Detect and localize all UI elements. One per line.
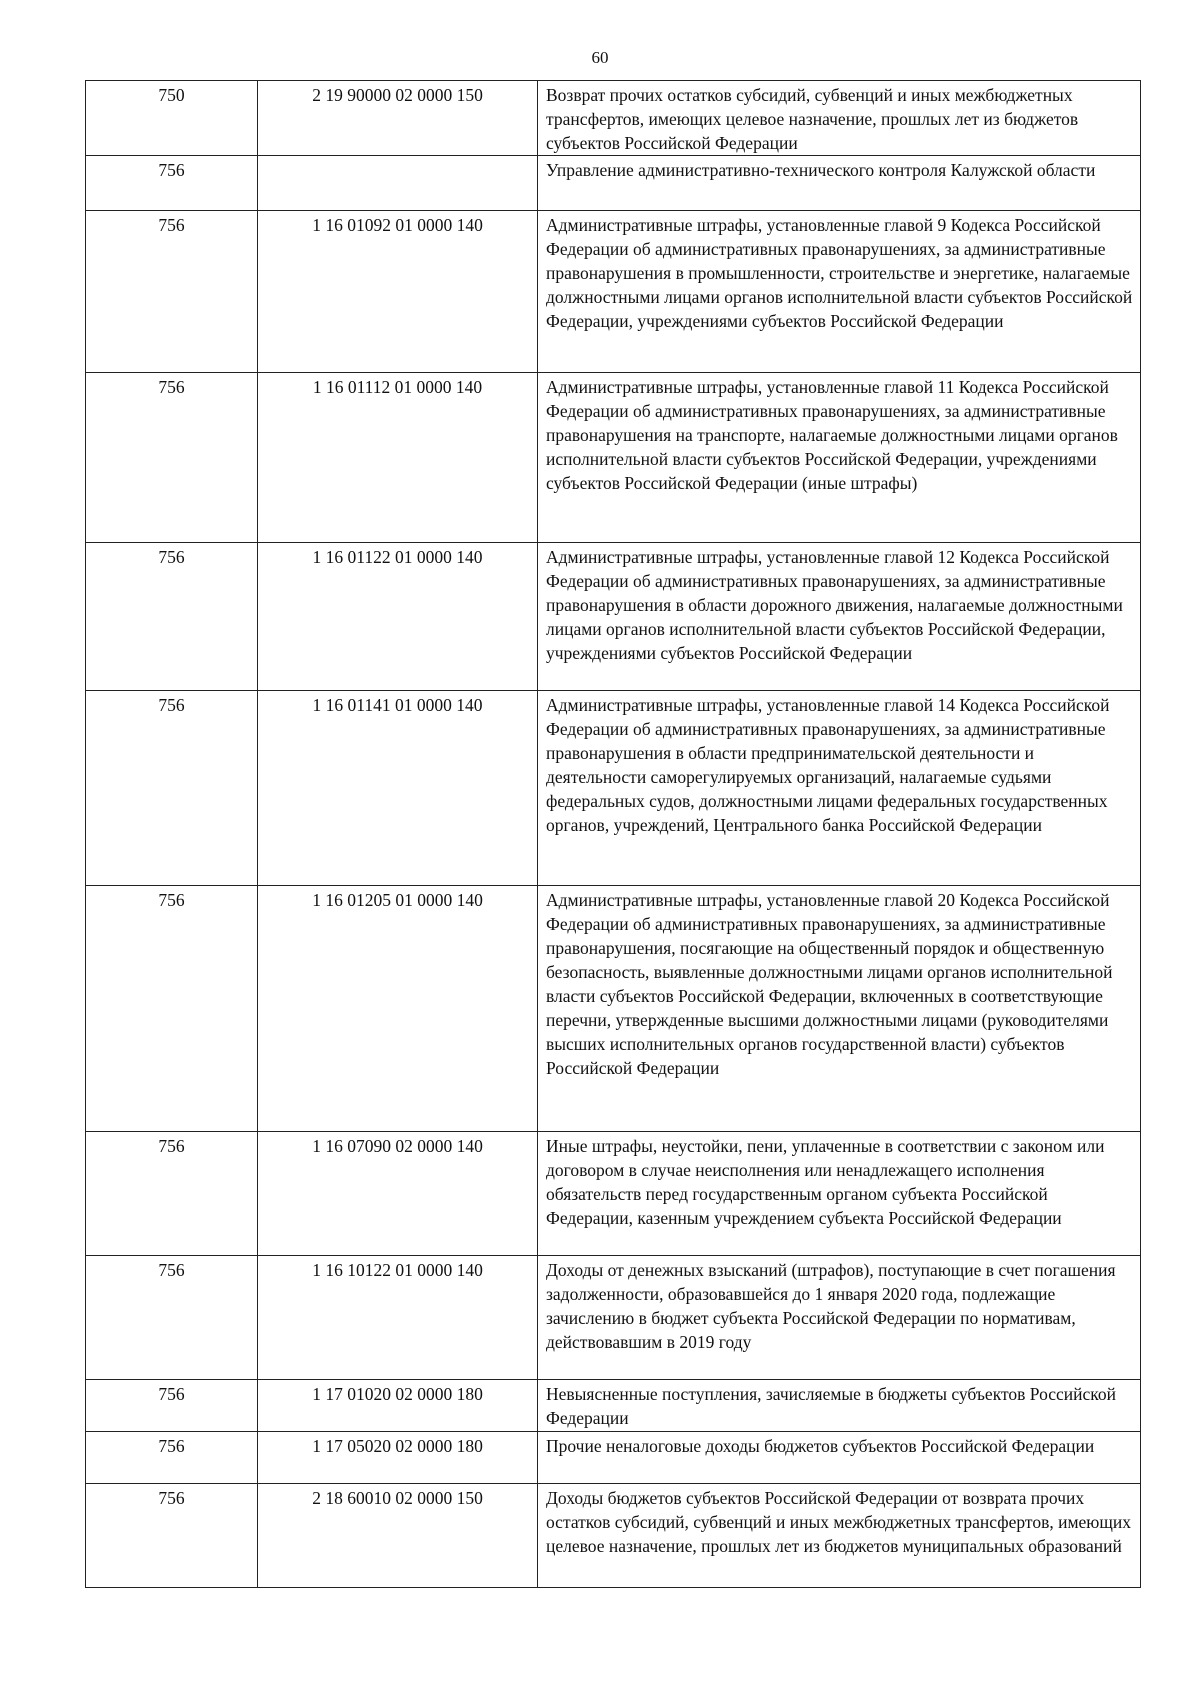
income-code-cell: 1 16 07090 02 0000 140 — [258, 1132, 538, 1256]
income-code-cell: 1 16 01112 01 0000 140 — [258, 373, 538, 543]
table-body — [86, 81, 1141, 1588]
admin-code-cell: 756 — [86, 211, 258, 373]
income-code-cell: 2 18 60010 02 0000 150 — [258, 1484, 538, 1588]
description-cell: Управление административно-технического контроля Калужской области — [538, 156, 1141, 211]
table-row — [86, 1132, 1141, 1256]
description-cell: Прочие неналоговые доходы бюджетов субъектов Российской Федерации — [538, 1432, 1141, 1484]
admin-code-cell: 756 — [86, 1256, 258, 1380]
table-row — [86, 1256, 1141, 1380]
admin-code-cell: 756 — [86, 1380, 258, 1432]
table-row — [86, 81, 1141, 156]
admin-code-cell: 756 — [86, 691, 258, 886]
table-row — [86, 886, 1141, 1132]
admin-code-cell: 756 — [86, 543, 258, 691]
income-code-cell — [258, 156, 538, 211]
table-row — [86, 543, 1141, 691]
admin-code-cell: 756 — [86, 1484, 258, 1588]
description-cell: Доходы от денежных взысканий (штрафов), поступающие в счет погашения задолженности, образовавшейся до 1 января 2020 года, подлежащие зачислению в бюджет субъекта Российской Федерации по нормативам, действовавшим в 2019 году — [538, 1256, 1141, 1380]
table-row — [86, 1380, 1141, 1432]
table-row — [86, 373, 1141, 543]
income-code-cell: 1 16 01205 01 0000 140 — [258, 886, 538, 1132]
description-cell: Невыясненные поступления, зачисляемые в бюджеты субъектов Российской Федерации — [538, 1380, 1141, 1432]
budget-income-table — [85, 80, 1141, 1588]
income-code-cell: 1 17 05020 02 0000 180 — [258, 1432, 538, 1484]
description-cell: Административные штрафы, установленные главой 20 Кодекса Российской Федерации об административных правонарушениях, за административные правонарушения, посягающие на общественный порядок и общественную безопасность, выявленные должностными лицами органов исполнительной власти субъектов Российской Федерации, включенных в соответствующие перечни, утвержденные высшими должностными лицами (руководителями высших исполнительных органов государственной власти) субъектов Российской Федерации — [538, 886, 1141, 1132]
table-row — [86, 1432, 1141, 1484]
page-number: 60 — [591, 48, 609, 67]
table-row — [86, 691, 1141, 886]
admin-code-cell: 756 — [86, 886, 258, 1132]
income-code-cell: 1 16 01122 01 0000 140 — [258, 543, 538, 691]
table-row — [86, 1484, 1141, 1588]
income-code-cell: 2 19 90000 02 0000 150 — [258, 81, 538, 156]
description-cell: Административные штрафы, установленные главой 14 Кодекса Российской Федерации об административных правонарушениях, за административные правонарушения в области предпринимательской деятельности и деятельности саморегулируемых организаций, налагаемые судьями федеральных судов, должностными лицами федеральных государственных органов, учреждений, Центрального банка Российской Федерации — [538, 691, 1141, 886]
description-cell: Административные штрафы, установленные главой 9 Кодекса Российской Федерации об административных правонарушениях, за административные правонарушения в промышленности, строительстве и энергетике, налагаемые должностными лицами органов исполнительной власти субъектов Российской Федерации, учреждениями субъектов Российской Федерации — [538, 211, 1141, 373]
description-cell: Иные штрафы, неустойки, пени, уплаченные в соответствии с законом или договором в случае неисполнения или ненадлежащего исполнения обязательств перед государственным органом субъекта Российской Федерации, казенным учреждением субъекта Российской Федерации — [538, 1132, 1141, 1256]
table-row — [86, 211, 1141, 373]
admin-code-cell: 750 — [86, 81, 258, 156]
description-cell: Административные штрафы, установленные главой 12 Кодекса Российской Федерации об административных правонарушениях, за административные правонарушения в области дорожного движения, налагаемые должностными лицами органов исполнительной власти субъектов Российской Федерации, учреждениями субъектов Российской Федерации — [538, 543, 1141, 691]
description-cell: Доходы бюджетов субъектов Российской Федерации от возврата прочих остатков субсидий, субвенций и иных межбюджетных трансфертов, имеющих целевое назначение, прошлых лет из бюджетов муниципальных образований — [538, 1484, 1141, 1588]
admin-code-cell: 756 — [86, 373, 258, 543]
income-code-cell: 1 17 01020 02 0000 180 — [258, 1380, 538, 1432]
admin-code-cell: 756 — [86, 1132, 258, 1256]
table-row — [86, 156, 1141, 211]
admin-code-cell: 756 — [86, 1432, 258, 1484]
description-cell: Возврат прочих остатков субсидий, субвенций и иных межбюджетных трансфертов, имеющих целевое назначение, прошлых лет из бюджетов субъектов Российской Федерации — [538, 81, 1141, 156]
income-code-cell: 1 16 01092 01 0000 140 — [258, 211, 538, 373]
income-code-cell: 1 16 01141 01 0000 140 — [258, 691, 538, 886]
admin-code-cell: 756 — [86, 156, 258, 211]
income-code-cell: 1 16 10122 01 0000 140 — [258, 1256, 538, 1380]
description-cell: Административные штрафы, установленные главой 11 Кодекса Российской Федерации об административных правонарушениях, за административные правонарушения на транспорте, налагаемые должностными лицами органов исполнительной власти субъектов Российской Федерации, учреждениями субъектов Российской Федерации (иные штрафы) — [538, 373, 1141, 543]
